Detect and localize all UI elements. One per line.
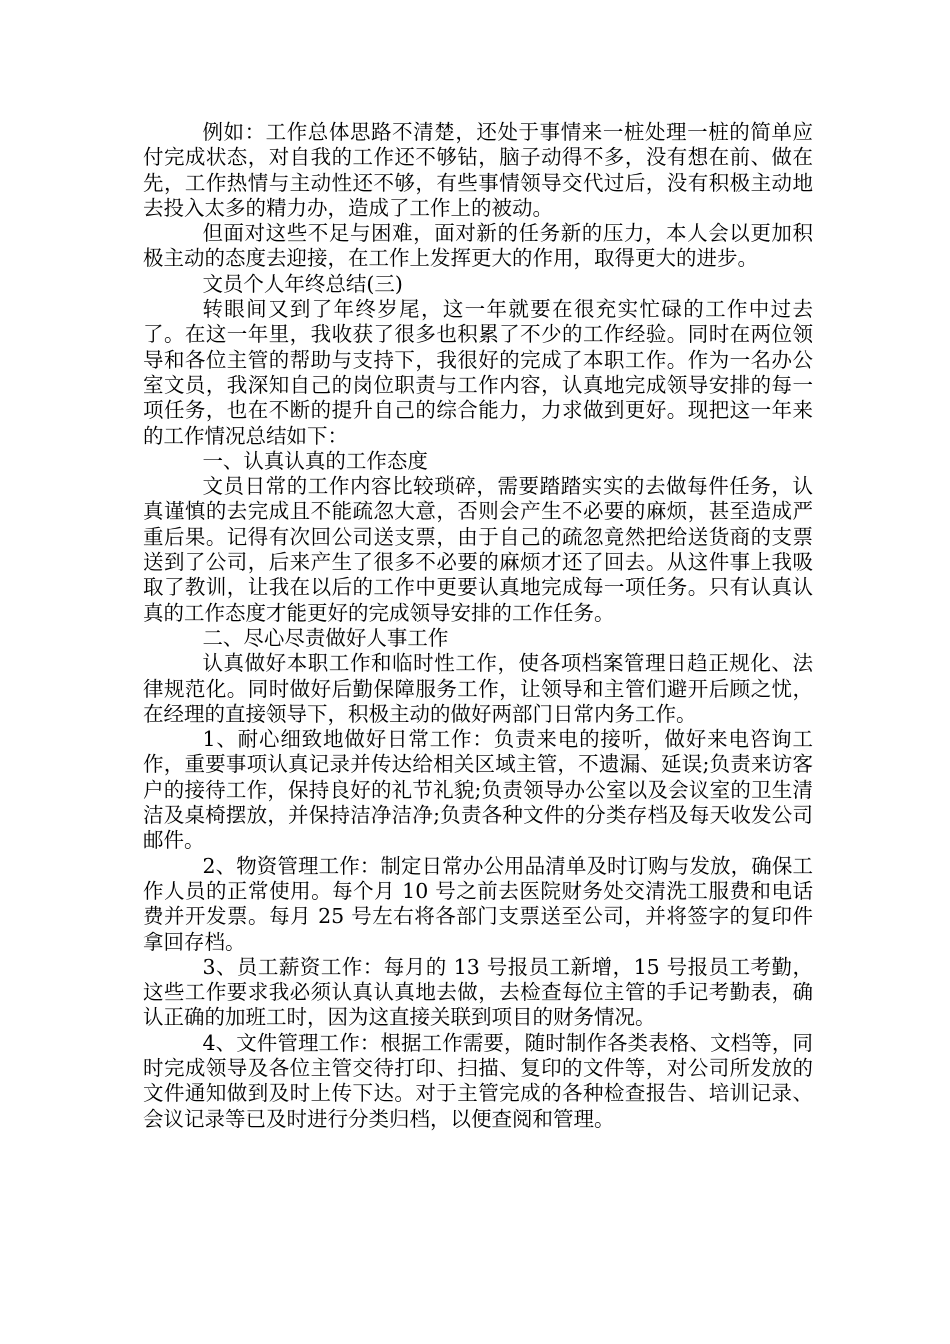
heading-personnel-work: 二、尽心尽责做好人事工作 — [202, 625, 449, 650]
paragraph-facing-difficulties: 但面对这些不足与困难，面对新的任务新的压力，本人会以更加积极主动的态度去迎接，在工作上发挥更大的作用，取得更大的进步。 — [143, 221, 813, 271]
paragraph-personnel-work: 认真做好本职工作和临时性工作，使各项档案管理日趋正规化、法律规范化。同时做好后勤保障服务工作，让领导和主管们避开后顾之忧，在经理的直接领导下，积极主动的做好两部门日常内务工作。 — [143, 651, 813, 726]
paragraph-example-shortcomings: 例如：工作总体思路不清楚，还处于事情来一桩处理一桩的简单应付完成状态，对自我的工作还不够钻，脑子动得不多，没有想在前、做在先，工作热情与主动性还不够，有些事情领导交代过后，没有积极主动地去投入太多的精力办，造成了工作上的被动。 — [143, 120, 813, 220]
paragraph-salary-work: 3、员工薪资工作：每月的 13 号报员工新增，15 号报员工考勤，这些工作要求我必须认真认真地去做，去检查每位主管的手记考勤表，确认正确的加班工时，因为这直接关联到项目的财务情况。 — [143, 954, 813, 1030]
paragraph-intro: 转眼间又到了年终岁尾，这一年就要在很充实忙碌的工作中过去了。在这一年里，我收获了很多也积累了不少的工作经验。同时在两位领导和各位主管的帮助与支持下，我很好的完成了本职工作。作为一名办公室文员，我深知自己的岗位职责与工作内容，认真地完成领导安排的每一项任务，也在不断的提升自己的综合能力，力求做到更好。现把这一年来的工作情况总结如下： — [143, 297, 813, 448]
paragraph-material-management: 2、物资管理工作：制定日常办公用品清单及时订购与发放，确保工作人员的正常使用。每个月 10 号之前去医院财务处交清洗工服费和电话费并开发票。每月 25 号左右将各部门支票送至公司，并将签字的复印件拿回存档。 — [143, 853, 813, 954]
document-body — [143, 120, 813, 1132]
paragraph-work-attitude: 文员日常的工作内容比较琐碎，需要踏踏实实的去做每件任务，认真谨慎的去完成且不能疏忽大意，否则会产生不必要的麻烦，甚至造成严重后果。记得有次回公司送支票，由于自己的疏忽竟然把给送货商的支票送到了公司，后来产生了很多不必要的麻烦才还了回去。从这件事上我吸取了教训，让我在以后的工作中更要认真地完成每一项任务。只有认真认真的工作态度才能更好的完成领导安排的工作任务。 — [143, 474, 813, 625]
section-title: 文员个人年终总结(三) — [202, 271, 403, 296]
paragraph-file-management: 4、文件管理工作：根据工作需要，随时制作各类表格、文档等，同时完成领导及各位主管交待打印、扫描、复印的文件等，对公司所发放的文件通知做到及时上传下达。对于主管完成的各种检查报告、培训记录、会议记录等已及时进行分类归档，以便查阅和管理。 — [143, 1030, 813, 1131]
heading-work-attitude: 一、认真认真的工作态度 — [202, 448, 428, 473]
paragraph-daily-work: 1、耐心细致地做好日常工作：负责来电的接听，做好来电咨询工作，重要事项认真记录并传达给相关区域主管，不遗漏、延误;负责来访客户的接待工作，保持良好的礼节礼貌;负责领导办公室以及会议室的卫生清洁及桌椅摆放，并保持洁净洁净;负责各种文件的分类存档及每天收发公司邮件。 — [143, 727, 813, 853]
